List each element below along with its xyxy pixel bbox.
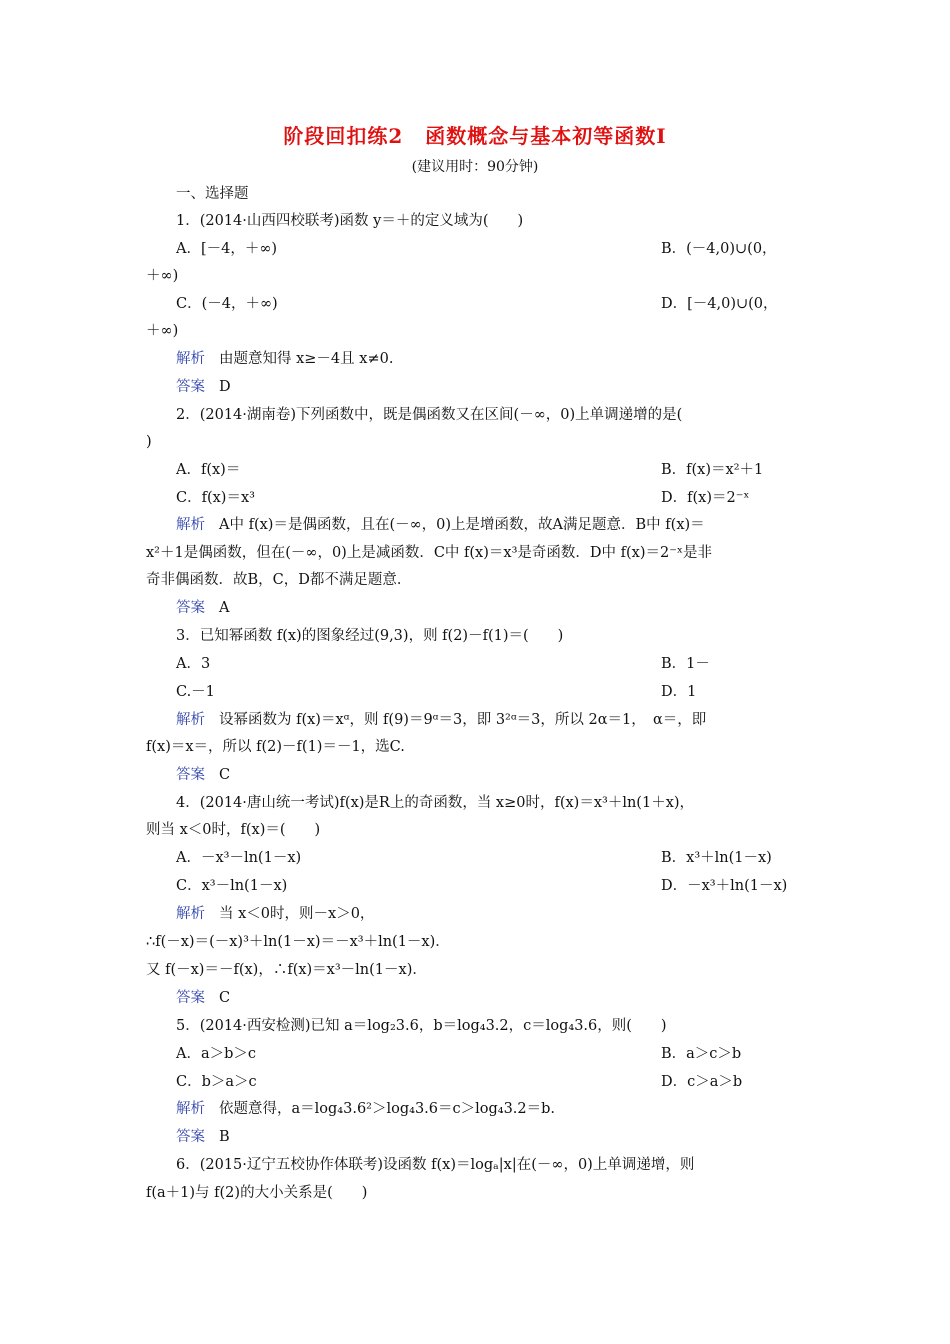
q4-option-b: B．x³＋ln(1－x) xyxy=(661,850,772,866)
q3-answer xyxy=(176,765,836,785)
q3-analysis-text: 设幂函数为 f(x)＝xᵅ，则 f(9)＝9ᵅ＝3，即 3²ᵅ＝3，所以 2α＝1， α＝，即 xyxy=(219,712,707,728)
page-title xyxy=(0,120,950,149)
q4-option-a: A．－x³－ln(1－x) xyxy=(176,850,302,866)
q6-stem-cont: f(a＋1)与 f(2)的大小关系是( ) xyxy=(146,1185,368,1201)
answer-label: 答案 xyxy=(176,1129,205,1145)
q5-option-b: B．a＞c＞b xyxy=(661,1046,742,1062)
q4-stem-cont: 则当 x＜0时，f(x)＝( ) xyxy=(146,822,321,838)
answer-label: 答案 xyxy=(176,990,205,1006)
q5-option-c: C．b＞a＞c xyxy=(176,1074,257,1090)
q2-option-c: C．f(x)＝x³ xyxy=(176,490,255,506)
q3-stem: 3．已知幂函数 f(x)的图象经过(9,3)，则 f(2)－f(1)＝( ) xyxy=(176,628,564,644)
q2-stem-cont: ) xyxy=(146,434,152,450)
q3-answer-value: C xyxy=(219,767,231,783)
page-subtitle: (建议用时：90分钟) xyxy=(411,159,539,175)
q2-analysis-line-3: 奇非偶函数．故B，C，D都不满足题意． xyxy=(146,572,412,588)
answer-label: 答案 xyxy=(176,600,205,616)
answer-label: 答案 xyxy=(176,379,205,395)
q4-analysis-text: 当 x＜0时，则－x＞0， xyxy=(219,906,375,922)
q2-answer xyxy=(176,598,836,618)
q3-option-a: A．3 xyxy=(176,656,211,672)
q2-option-d: D．f(x)＝2⁻ˣ xyxy=(661,490,750,506)
answer-label: 答案 xyxy=(176,767,205,783)
analysis-label: 解析 xyxy=(176,712,205,728)
q5-option-a: A．a＞b＞c xyxy=(176,1046,257,1062)
q1-answer xyxy=(176,377,836,397)
q5-answer-value: B xyxy=(219,1129,230,1145)
q5-analysis xyxy=(176,1099,836,1119)
title-part-a: 阶段回扣练2 xyxy=(283,124,404,148)
analysis-label: 解析 xyxy=(176,1101,205,1117)
q2-answer-value: A xyxy=(219,600,230,616)
q3-option-d: D．1 xyxy=(661,684,697,700)
q4-answer xyxy=(176,988,836,1008)
q4-analysis xyxy=(176,904,836,924)
q5-analysis-text: 依题意得，a＝log₄3.6²＞log₄3.6＝c＞log₄3.2＝b. xyxy=(219,1101,556,1117)
q3-option-c: C.－1 xyxy=(176,684,215,700)
section-heading: 一、选择题 xyxy=(176,186,249,202)
q5-option-d: D．c＞a＞b xyxy=(661,1074,743,1090)
q1-option-a: A．[－4，＋∞) xyxy=(176,241,278,257)
q3-analysis-line-2: f(x)＝x＝，所以 f(2)－f(1)＝－1，选C. xyxy=(146,739,405,755)
q3-option-b: B．1－ xyxy=(661,656,710,672)
q2-stem: 2．(2014·湖南卷)下列函数中，既是偶函数又在区间(－∞，0)上单调递增的是( xyxy=(176,407,683,423)
q1-option-d: D．[－4,0)∪(0， xyxy=(661,296,778,312)
q2-analysis-text: A中 f(x)＝是偶函数，且在(－∞，0)上是增函数，故A满足题意．B中 f(x)＝ xyxy=(219,517,705,533)
q1-option-d-cont: ＋∞) xyxy=(146,323,179,339)
q3-analysis xyxy=(176,710,836,730)
analysis-label: 解析 xyxy=(176,906,205,922)
q5-stem: 5．(2014·西安检测)已知 a＝log₂3.6，b＝log₄3.2，c＝log₄3.6，则( ) xyxy=(176,1018,667,1034)
q4-answer-value: C xyxy=(219,990,231,1006)
q2-option-b: B．f(x)＝x²＋1 xyxy=(661,462,764,478)
q2-analysis-line-2: x²＋1是偶函数，但在(－∞，0)上是减函数．C中 f(x)＝x³是奇函数．D中 f(x)＝2⁻ˣ是非 xyxy=(146,545,713,561)
q1-stem: 1．(2014·山西四校联考)函数 y＝＋的定义域为( ) xyxy=(176,213,524,229)
q4-option-d: D．－x³＋ln(1－x) xyxy=(661,878,788,894)
q1-option-c: C．(－4，＋∞) xyxy=(176,296,278,312)
title-part-b: 函数概念与基本初等函数Ⅰ xyxy=(425,124,667,148)
q1-answer-value: D xyxy=(219,379,231,395)
q1-option-b-cont: ＋∞) xyxy=(146,268,179,284)
q4-analysis-line-2: ∴f(－x)＝(－x)³＋ln(1－x)＝－x³＋ln(1－x)． xyxy=(146,934,450,950)
q1-option-b: B．(－4,0)∪(0， xyxy=(661,241,777,257)
q4-option-c: C．x³－ln(1－x) xyxy=(176,878,288,894)
q1-analysis-text: 由题意知得 x≥－4且 x≠0. xyxy=(219,351,394,367)
q2-option-a: A．f(x)＝ xyxy=(176,462,241,478)
q2-analysis xyxy=(176,515,836,535)
q5-answer xyxy=(176,1127,836,1147)
q6-stem: 6．(2015·辽宁五校协作体联考)设函数 f(x)＝logₐ|x|在(－∞，0)上单调递增，则 xyxy=(176,1157,695,1173)
q4-stem: 4．(2014·唐山统一考试)f(x)是R上的奇函数，当 x≥0时，f(x)＝x³＋ln(1＋x)， xyxy=(176,795,695,811)
q1-analysis xyxy=(176,349,836,369)
analysis-label: 解析 xyxy=(176,517,205,533)
analysis-label: 解析 xyxy=(176,351,205,367)
q4-analysis-line-3: 又 f(－x)＝－f(x)，∴f(x)＝x³－ln(1－x)． xyxy=(146,962,427,978)
